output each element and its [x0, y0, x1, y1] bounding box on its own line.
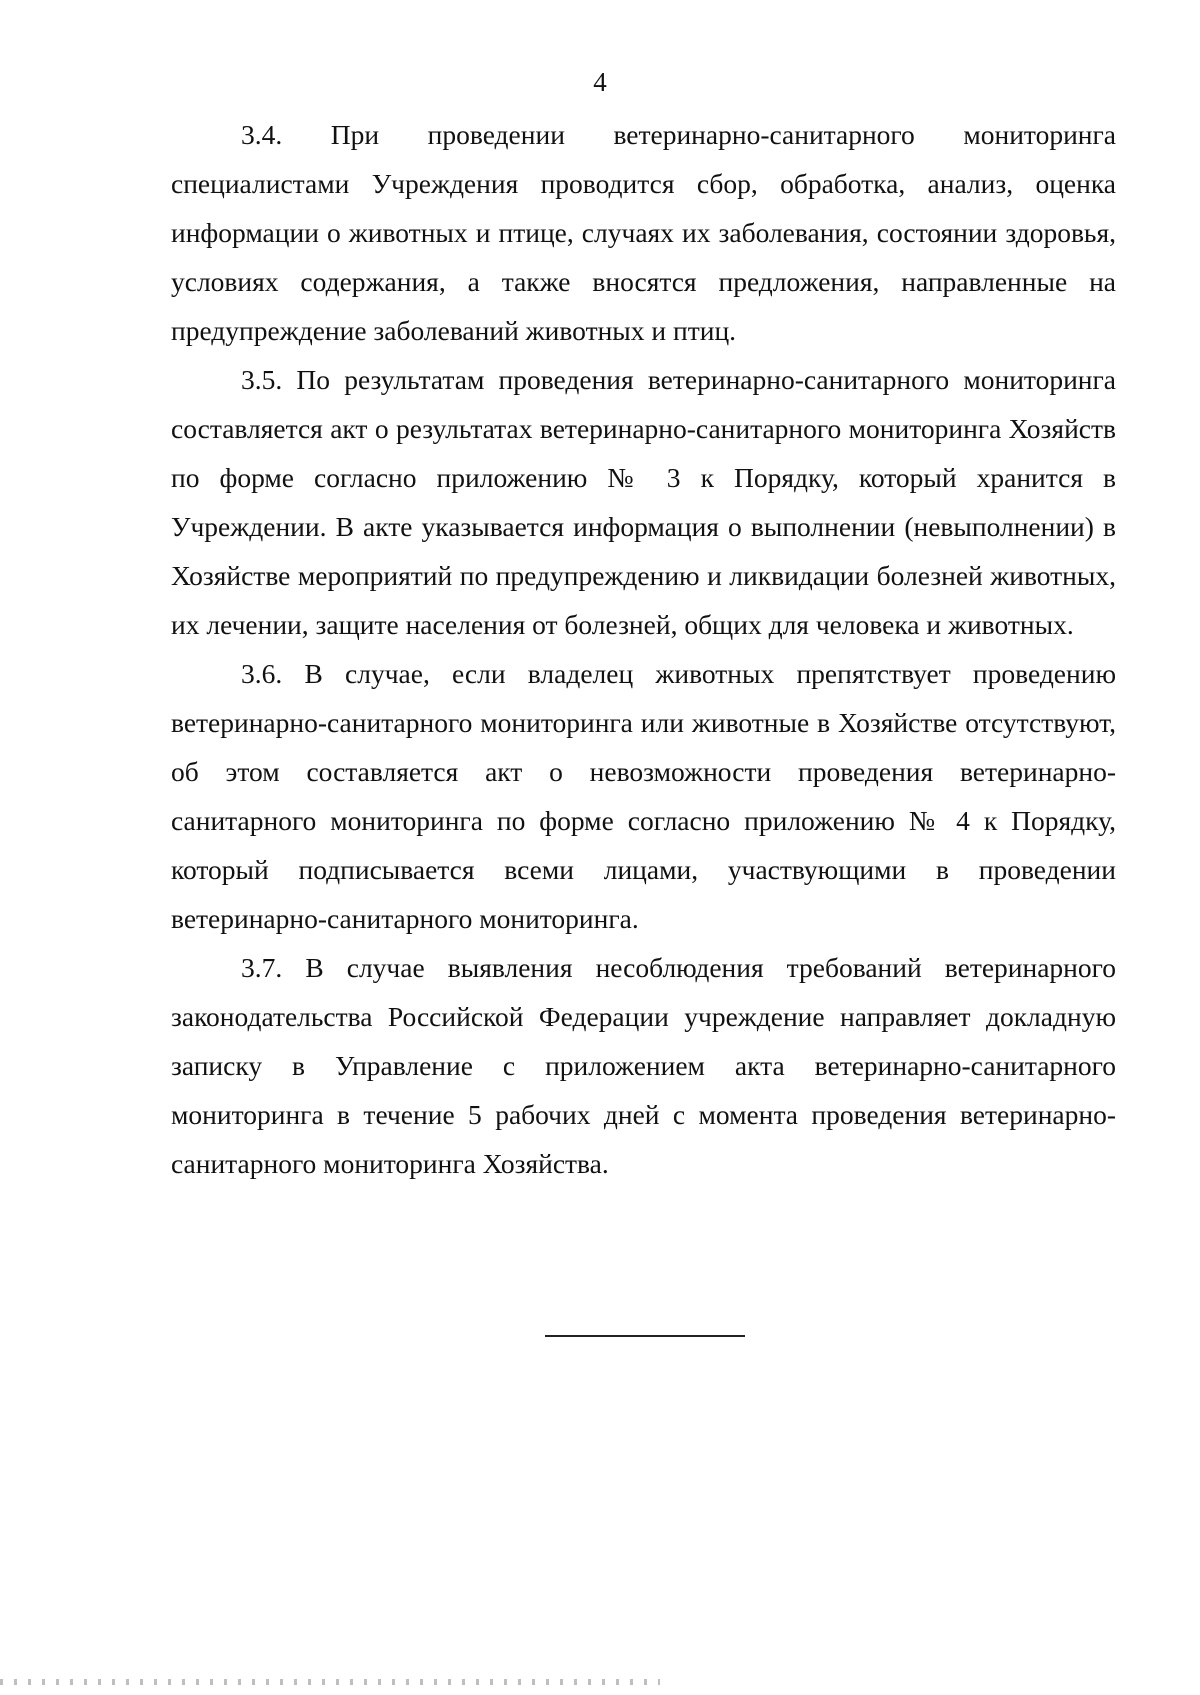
end-separator-line	[545, 1335, 745, 1337]
paragraph-3-4: 3.4. При проведении ветеринарно-санитарного мониторинга специалистами Учреждения проводится сбор, обработка, анализ, оценка информации о животных и птице, случаях их заболевания, состоянии здоровья, условиях содержания, а также вносятся предложения, направленные на предупреждение заболеваний животных и птиц.	[171, 119, 1116, 346]
paragraph-3-5: 3.5. По результатам проведения ветеринарно-санитарного мониторинга составляется акт о результатах ветеринарно-санитарного мониторинга Хозяйств по форме согласно приложению № 3 к Порядку, который хранится в Учреждении. В акте указывается информация о выполнении (невыполнении) в Хозяйстве мероприятий по предупреждению и ликвидации болезней животных, их лечении, защите населения от болезней, общих для человека и животных.	[171, 364, 1116, 640]
page-number: 4	[593, 67, 607, 97]
paragraph-3-7: 3.7. В случае выявления несоблюдения требований ветеринарного законодательства Российской Федерации учреждение направляет докладную записку в Управление с приложением акта ветеринарно-санитарного мониторинга в течение 5 рабочих дней с момента проведения ветеринарно-санитарного мониторинга Хозяйства.	[171, 952, 1116, 1179]
document-body	[171, 110, 1116, 1188]
paragraph-3-6: 3.6. В случае, если владелец животных препятствует проведению ветеринарно-санитарного мониторинга или животные в Хозяйстве отсутствуют, об этом составляется акт о невозможности проведения ветеринарно-санитарного мониторинга по форме согласно приложению № 4 к Порядку, который подписывается всеми лицами, участвующими в проведении ветеринарно-санитарного мониторинга.	[171, 658, 1116, 934]
scan-edge-artifact	[0, 1679, 660, 1685]
